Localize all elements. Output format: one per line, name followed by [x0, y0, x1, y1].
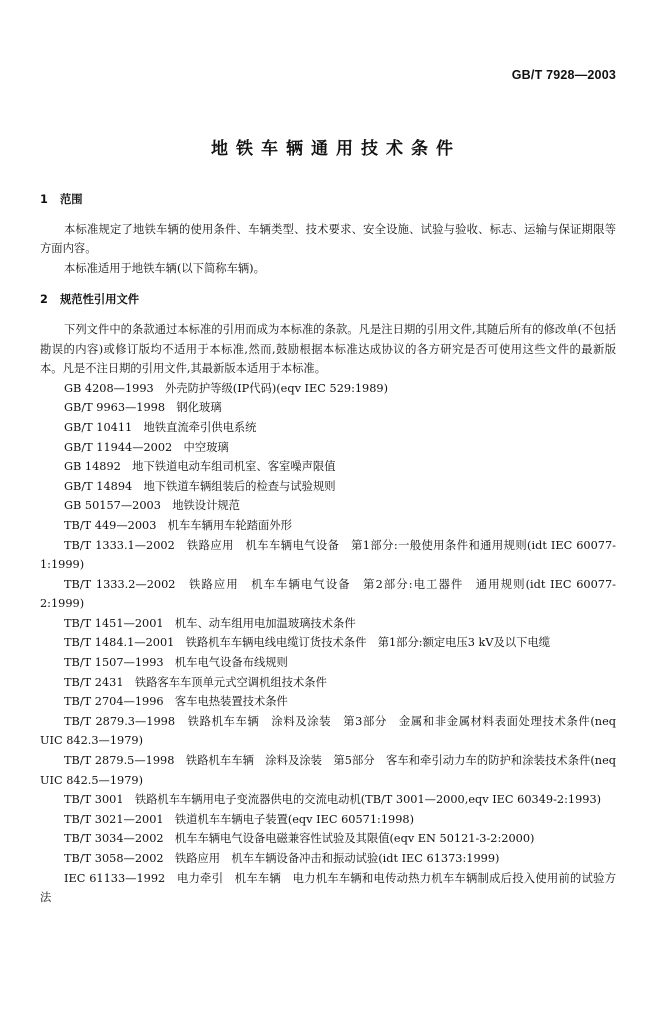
- reference-item: TB/T 3021—2001 铁道机车车辆电子装置(eqv IEC 60571:1998): [64, 812, 414, 826]
- reference-item: TB/T 3034—2002 机车车辆电气设备电磁兼容性试验及其限值(eqv EN 50121-3-2:2000): [64, 832, 535, 846]
- reference-item: TB/T 2704—1996 客车电热装置技术条件: [64, 695, 288, 709]
- reference-item: TB/T 1451—2001 机车、动车组用电加温玻璃技术条件: [64, 616, 356, 630]
- reference-item: GB 50157—2003 地铁设计规范: [64, 499, 240, 513]
- reference-item: TB/T 1484.1—2001 铁路机车车辆电线电缆订货技术条件 第1部分:额定电压3 kV及以下电缆: [64, 636, 551, 650]
- reference-item: GB/T 10411 地铁直流牵引供电系统: [64, 420, 257, 434]
- document-title: 地铁车辆通用技术条件: [211, 139, 461, 159]
- reference-item: GB/T 14894 地下铁道车辆组装后的检查与试验规则: [64, 479, 336, 493]
- standard-number: GB/T 7928—2003: [511, 68, 616, 82]
- scope-paragraph: 本标准规定了地铁车辆的使用条件、车辆类型、技术要求、安全设施、试验与验收、标志、运输与保证期限等方面内容。: [40, 222, 616, 256]
- reference-item: IEC 61133—1992 电力牵引 机车车辆 电力机车车辆和电传动热力机车车辆制成后投入使用前的试验方法: [40, 871, 616, 905]
- references-intro-paragraph: 下列文件中的条款通过本标准的引用而成为本标准的条款。凡是注日期的引用文件,其随后所有的修改单(不包括勘误的内容)或修订版均不适用于本标准,然而,鼓励根据本标准达成协议的各方研究是否可使用这些文件的最新版本。凡是不注日期的引用文件,其最新版本适用于本标准。: [40, 322, 616, 376]
- reference-item: TB/T 3058—2002 铁路应用 机车车辆设备冲击和振动试验(idt IEC 61373:1999): [64, 852, 500, 865]
- reference-item: TB/T 449—2003 机车车辆用车轮踏面外形: [64, 518, 292, 532]
- reference-item: GB/T 11944—2002 中空玻璃: [64, 440, 229, 454]
- reference-item: TB/T 2879.3—1998 铁路机车车辆 涂料及涂装 第3部分 金属和非金属材料表面处理技术条件(neq UIC 842.3—1979): [40, 714, 616, 748]
- reference-item: GB/T 9963—1998 钢化玻璃: [64, 401, 222, 415]
- scope-paragraph: 本标准适用于地铁车辆(以下简称车辆)。: [64, 261, 265, 275]
- reference-item: TB/T 1333.2—2002 铁路应用 机车车辆电气设备 第2部分:电工器件 通用规则(idt IEC 60077-2:1999): [40, 577, 616, 611]
- reference-item: TB/T 1333.1—2002 铁路应用 机车车辆电气设备 第1部分:一般使用条件和通用规则(idt IEC 60077-1:1999): [40, 538, 616, 572]
- reference-item: GB 14892 地下铁道电动车组司机室、客室噪声限值: [64, 460, 336, 474]
- section-number: 2: [40, 293, 48, 307]
- section-title: 规范性引用文件: [60, 293, 140, 307]
- reference-item: TB/T 1507—1993 机车电气设备布线规则: [64, 656, 288, 670]
- section-title: 范围: [60, 193, 83, 206]
- reference-item: GB 4208—1993 外壳防护等级(IP代码)(eqv IEC 529:1989): [64, 381, 389, 395]
- section-heading-scope: [40, 190, 616, 210]
- reference-item: TB/T 3001 铁路机车车辆用电子变流器供电的交流电动机(TB/T 3001—2000,eqv IEC 60349-2:1993): [64, 793, 602, 807]
- reference-item: TB/T 2431 铁路客车车顶单元式空调机组技术条件: [64, 675, 327, 689]
- reference-item: TB/T 2879.5—1998 铁路机车车辆 涂料及涂装 第5部分 客车和牵引动力车的防护和涂装技术条件(neq UIC 842.5—1979): [40, 754, 616, 787]
- section-heading-normative-references: [40, 290, 616, 310]
- section-number: 1: [40, 193, 48, 206]
- document-body: [40, 190, 616, 908]
